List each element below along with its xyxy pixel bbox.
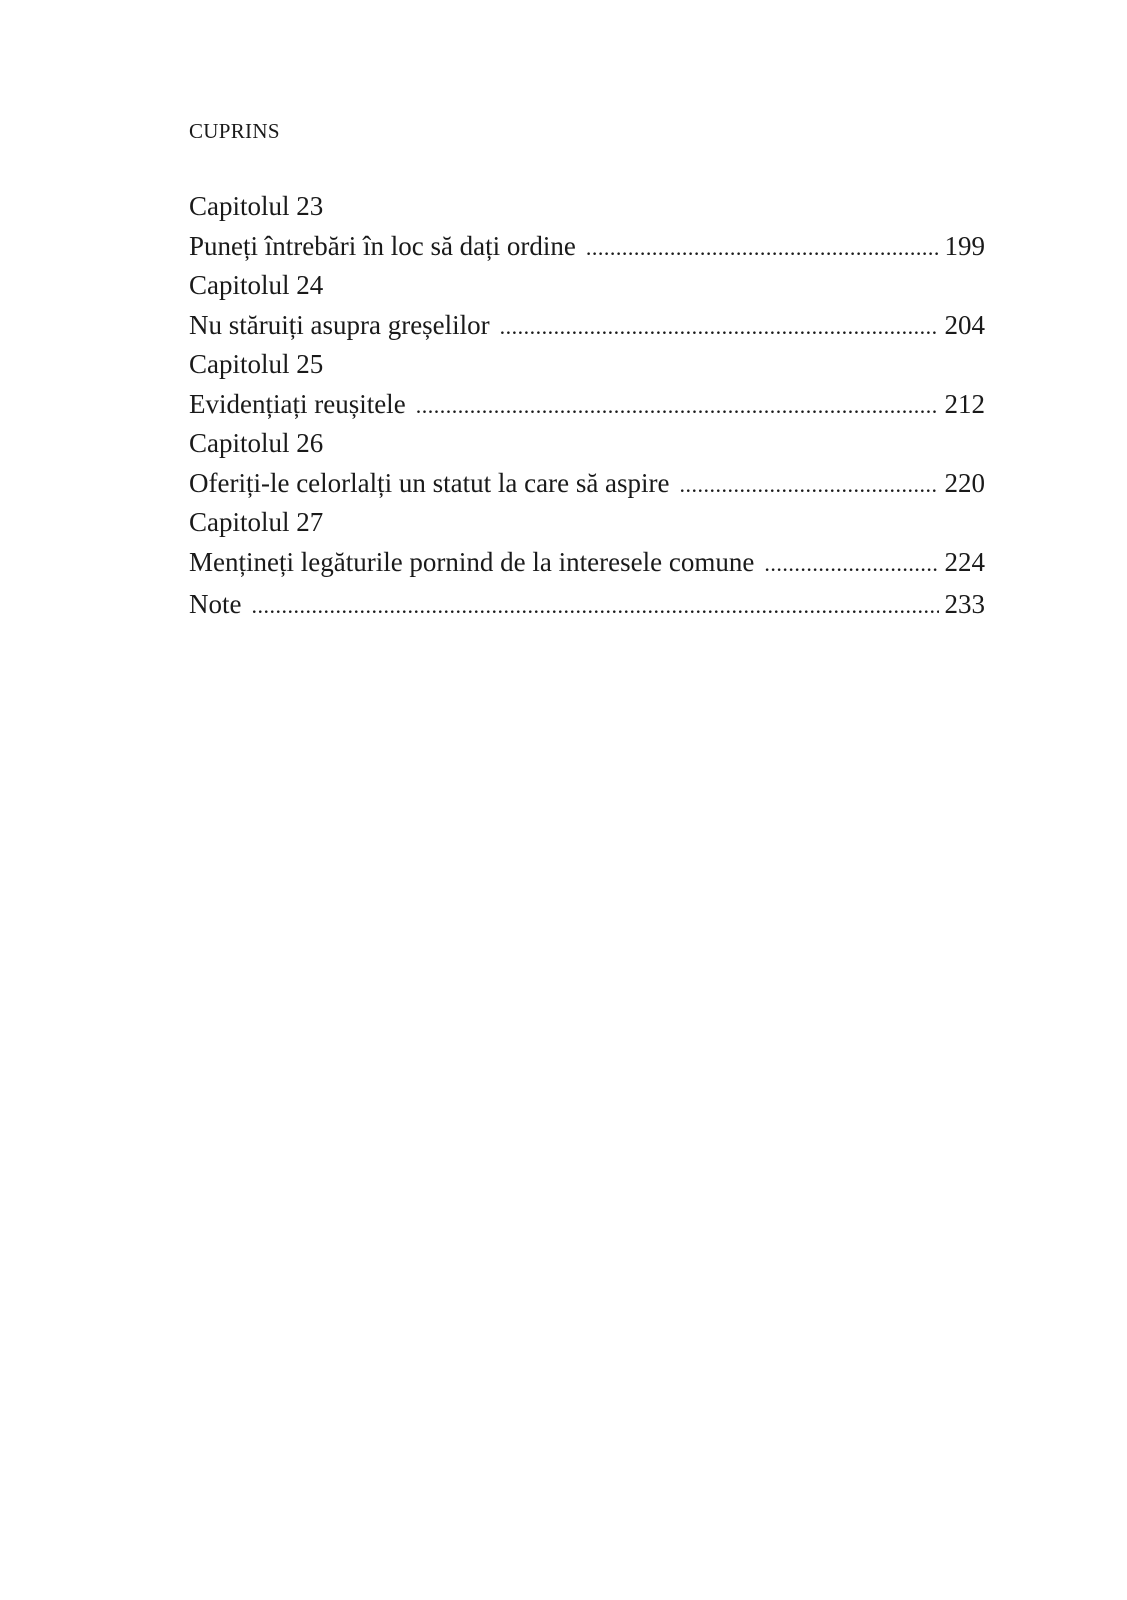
running-head: CUPRINS	[189, 119, 280, 143]
page-number: 220	[944, 467, 985, 498]
toc-chapter-label	[189, 503, 985, 543]
chapter-label: Capitolul 27	[189, 507, 324, 537]
page-number: 233	[944, 589, 985, 619]
toc-entry[interactable]	[189, 306, 985, 346]
toc-chapter-label	[189, 187, 985, 227]
entry-title: Evidențiați reușitele	[189, 388, 406, 419]
toc-chapter-label	[189, 345, 985, 385]
page-number: 199	[944, 230, 985, 261]
toc-entry[interactable]	[189, 227, 985, 267]
entry-title: Oferiți-le celorlalți un statut la care să aspire	[189, 467, 670, 498]
page-number: 224	[944, 546, 985, 577]
table-of-contents	[189, 187, 985, 625]
dot-leader	[764, 544, 938, 584]
chapter-label: Capitolul 25	[189, 349, 324, 379]
dot-leader	[586, 228, 939, 268]
entry-title: Note	[189, 589, 242, 619]
chapter-label: Capitolul 23	[189, 191, 324, 221]
dot-leader	[500, 307, 939, 347]
toc-entry[interactable]	[189, 385, 985, 425]
toc-chapter-label	[189, 266, 985, 306]
toc-chapter-label	[189, 424, 985, 464]
dot-leader	[680, 465, 939, 505]
toc-entry[interactable]	[189, 543, 985, 583]
dot-leader	[416, 386, 939, 426]
chapter-label: Capitolul 24	[189, 270, 324, 300]
page-number: 204	[944, 309, 985, 340]
chapter-label: Capitolul 26	[189, 428, 324, 458]
page-number: 212	[944, 388, 985, 419]
dot-leader	[251, 586, 938, 626]
toc-entry[interactable]	[189, 464, 985, 504]
entry-title: Puneți întrebări în loc să dați ordine	[189, 230, 576, 261]
toc-entry-notes[interactable]	[189, 585, 985, 625]
entry-title: Mențineți legăturile pornind de la interesele comune	[189, 546, 755, 577]
entry-title: Nu stăruiți asupra greșelilor	[189, 309, 490, 340]
